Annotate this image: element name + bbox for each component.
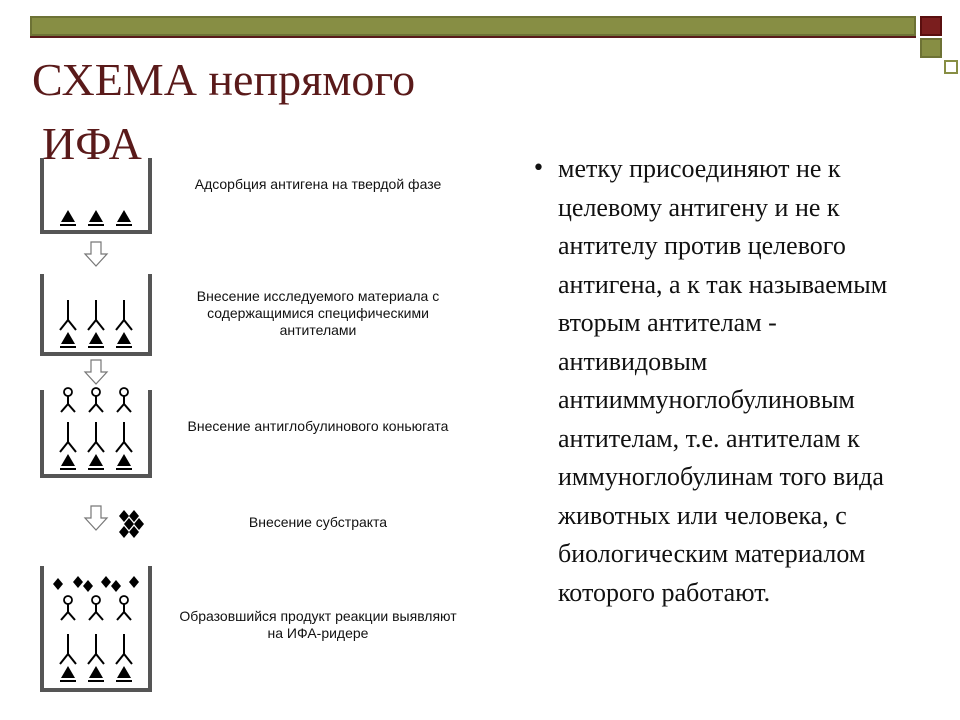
well-step3 bbox=[42, 388, 150, 476]
arrow-icon bbox=[85, 506, 107, 530]
well-step2 bbox=[42, 274, 150, 354]
step-label-4: Внесение субстракта bbox=[248, 514, 388, 530]
step-label-1: Адсорбция антигена на твердой фазе bbox=[194, 176, 442, 192]
elisa-diagram bbox=[30, 150, 500, 710]
corner-square-red bbox=[920, 16, 942, 36]
slide-title-line1: СХЕМА непрямого bbox=[32, 54, 416, 105]
substrate-icon bbox=[119, 510, 144, 538]
slide-title-line2: ИФА bbox=[42, 118, 142, 169]
header-underline bbox=[30, 36, 916, 38]
step-label-3: Внесение антиглобулинового коньюгата bbox=[187, 418, 449, 434]
step-label-5: Образовшийся продукт реакции выявляют на ИФА-ридере bbox=[179, 608, 457, 641]
arrow-icon bbox=[85, 242, 107, 266]
well-step5 bbox=[42, 566, 150, 690]
well-step1 bbox=[42, 158, 150, 232]
arrow-icon bbox=[85, 360, 107, 384]
corner-square-outline bbox=[944, 60, 958, 74]
corner-square-olive bbox=[920, 38, 942, 58]
header-bar bbox=[30, 16, 916, 36]
step-label-2: Внесение исследуемого материала с содержащимися специфическими антителами bbox=[196, 288, 440, 338]
bullet-icon: • bbox=[532, 156, 545, 181]
bullet-text: метку присоединяют не к целевому антигену и не к антителу против целевого антигена, а к так называемым вторым антителам - антивидовым антииммуноглобулиновым антителам, т.е. антителам к иммуноглобулинам того вида животных или человека, с биологическим материалом которого работают. bbox=[558, 154, 888, 607]
